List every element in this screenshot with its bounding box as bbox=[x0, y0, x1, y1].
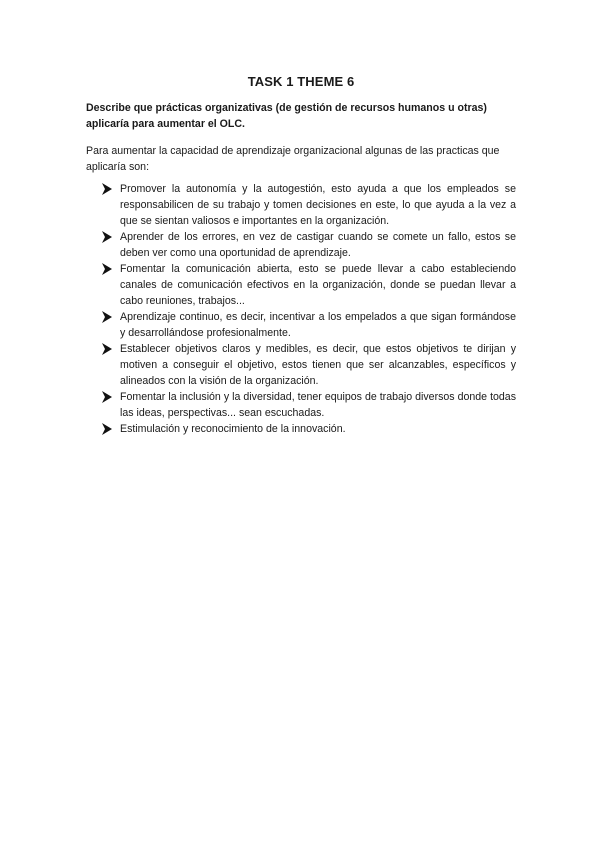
list-item-text: Fomentar la inclusión y la diversidad, tener equipos de trabajo diversos donde todas las ideas, perspectivas... sean escuchadas. bbox=[120, 391, 516, 419]
document-title: TASK 1 THEME 6 bbox=[247, 74, 355, 89]
list-item bbox=[86, 181, 516, 229]
list-item bbox=[86, 261, 516, 309]
list-item-text: Estimulación y reconocimiento de la innovación. bbox=[120, 423, 346, 435]
list-item-text: Fomentar la comunicación abierta, esto se puede llevar a cabo estableciendo canales de comunicación efectivos en la organización, donde se puedan llevar a cabo reuniones, trabajos... bbox=[120, 263, 516, 307]
question-text: Describe que prácticas organizativas (de gestión de recursos humanos u otras) aplicaría para aumentar el OLC. bbox=[86, 102, 487, 130]
list-item bbox=[86, 341, 516, 389]
list-item-text: Promover la autonomía y la autogestión, esto ayuda a que los empleados se responsabilicen de su trabajo y tomen decisiones en este, lo que ayuda a la vez a que se sientan valiosos e importantes en la organización. bbox=[120, 183, 516, 227]
intro-paragraph: Para aumentar la capacidad de aprendizaje organizacional algunas de las practicas que aplicaría son: bbox=[86, 145, 500, 173]
arrowhead-bullet-icon bbox=[102, 423, 112, 435]
practices-list bbox=[86, 181, 516, 437]
list-item-text: Aprender de los errores, en vez de castigar cuando se comete un fallo, estos se deben ver como una oportunidad de aprendizaje. bbox=[120, 231, 516, 259]
list-item-text: Aprendizaje continuo, es decir, incentivar a los empelados a que sigan formándose y desarrollándose profesionalmente. bbox=[120, 311, 516, 339]
list-item bbox=[86, 229, 516, 261]
arrowhead-bullet-icon bbox=[102, 311, 112, 323]
list-item bbox=[86, 309, 516, 341]
list-item bbox=[86, 389, 516, 421]
list-item-text: Establecer objetivos claros y medibles, es decir, que estos objetivos te dirijan y motiven a conseguir el objetivo, estos tienen que ser alcanzables, específicos y alineados con la visión de la organización. bbox=[120, 343, 516, 387]
document-content bbox=[86, 74, 516, 437]
arrowhead-bullet-icon bbox=[102, 183, 112, 195]
list-item bbox=[86, 421, 516, 437]
arrowhead-bullet-icon bbox=[102, 391, 112, 403]
arrowhead-bullet-icon bbox=[102, 263, 112, 275]
arrowhead-bullet-icon bbox=[102, 231, 112, 243]
arrowhead-bullet-icon bbox=[102, 343, 112, 355]
